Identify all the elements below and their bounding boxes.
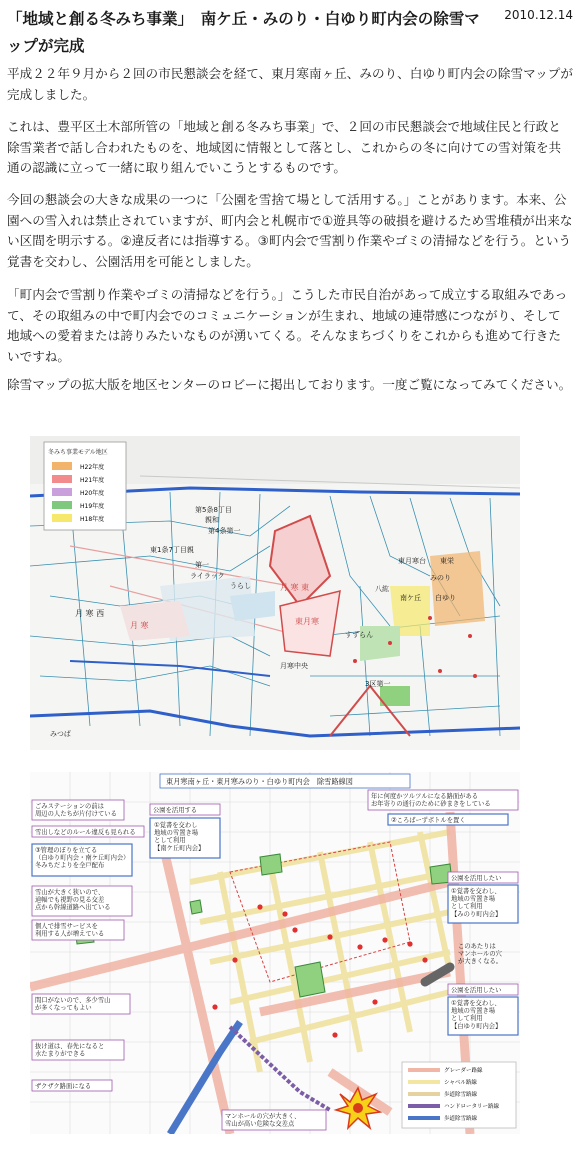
- district-label: 第一: [195, 561, 209, 569]
- district-label: 東栄: [440, 557, 454, 565]
- annotation-line: 地域の雪置き場: [154, 829, 199, 837]
- annotation-line: が大きくなる。: [458, 958, 503, 966]
- legend-label: H19年度: [80, 503, 105, 510]
- annotation-line: 周辺の人たちが片付けている: [35, 810, 117, 818]
- legend-label: H22年度: [80, 464, 105, 471]
- district-label: うらし: [230, 582, 251, 590]
- annotation-line: ①覚書を交わし: [154, 822, 198, 829]
- svg-text:公園を活用する: [153, 805, 197, 814]
- annotation-line: （白ゆり町内会・南ケ丘町内会）: [35, 854, 130, 862]
- legend-label: H20年度: [80, 490, 105, 497]
- note-kouen2: [448, 872, 518, 923]
- district-map-legend: [44, 442, 126, 530]
- district-label: 第4条第一: [208, 527, 241, 535]
- legend-label: 歩道除雪路線: [444, 1116, 478, 1122]
- district-label: みつば: [50, 730, 71, 738]
- district-label: 月寒中央: [280, 662, 308, 670]
- annotation-line: ①覚書を交わし、: [451, 1000, 501, 1007]
- legend-swatch: [52, 514, 72, 522]
- annotation-line: 公園を活用したい: [451, 987, 502, 994]
- annotation-line: 間口がないので、多少雪山: [35, 997, 111, 1004]
- annotation-line: 【みのり町内会】: [451, 910, 502, 918]
- annotation-line: このあたりは: [458, 943, 496, 950]
- note-kyoubai: [368, 790, 518, 810]
- annotation-line: 道幅でも視野の見る交差: [35, 896, 105, 904]
- paragraph-purpose: これは、豊平区土木部所管の「地域と創る冬みち事業」で、２回の市民懇談会で地域住民と行政と除雪業者で話し合われたものを、地域図に情報として落とし、これからの冬に向けての雪対策を共通の認識に立って一緒に取り組んでいこうとするものです。: [7, 119, 562, 175]
- district-label: 白ゆり: [435, 594, 456, 602]
- district-map-image: [30, 436, 520, 750]
- district-label: 第5条8丁目: [195, 506, 232, 514]
- annotation-line: として利用: [451, 903, 483, 911]
- legend-swatch: [52, 462, 72, 470]
- annotation-line: ①覚書を交わし、: [451, 888, 501, 895]
- district-label: 月 寒: [130, 621, 149, 630]
- district-label: 親和: [205, 516, 219, 524]
- annotation-line: 公園を活用する: [153, 807, 198, 814]
- note-yuki: [32, 826, 144, 837]
- annotation-line: お年寄りの通行のために砂まきをしている: [371, 800, 491, 808]
- svg-text:個人で排雪サービスを利用する人が増えている: [35, 921, 104, 938]
- annotation-line: 水たまりができる: [35, 1050, 86, 1058]
- svg-text:①覚書を交わし地域の雪置き場として利用【南ケ丘町内会】: [154, 820, 204, 852]
- svg-text:雪出しなどのルール違反も見られる: [35, 827, 136, 836]
- legend-swatch: [52, 475, 72, 483]
- legend-label: 歩道除雪路線: [444, 1092, 478, 1098]
- note-sunamaki: [388, 814, 508, 825]
- svg-text:ザクザク路面になる: [35, 1081, 91, 1090]
- note-gomi: [32, 800, 124, 820]
- post-header: [7, 6, 573, 60]
- annotation-line: ②ころばーずボトルを置く: [391, 817, 466, 824]
- post-title: 「地域と創る冬みち事業」 南ケ丘・みのり・白ゆり町内会の除雪マップが完成: [7, 10, 480, 55]
- district-label: 東月寒台: [398, 557, 426, 565]
- svg-text:マンホールの穴が大きく、雪山が高い危険な交差点: [225, 1111, 300, 1128]
- annotation-line: 冬みちだよりを全戸配布: [35, 862, 105, 870]
- legend-label: グレーダー路線: [444, 1068, 483, 1074]
- district-label: 月 寒 西: [75, 609, 105, 618]
- annotation-line: 地域の雪置き場: [451, 1007, 496, 1015]
- note-kaidan: [32, 844, 132, 876]
- annotation-line: 雪山が大きく狭いので、: [35, 889, 105, 896]
- post-date: 2010.12.14: [504, 8, 573, 22]
- paragraph-notice: 除雪マップの拡大版を地区センターのロビーに掲出しております。一度ご覧になってみてください。: [7, 377, 572, 392]
- legend-title: 冬みち事業モデル地区: [48, 449, 108, 456]
- route-map-title: 東月寒南ヶ丘・東月寒みのり・白ゆり町内会 除雪路線図: [166, 777, 353, 786]
- annotation-line: 雪山が高い危険な交差点: [225, 1120, 295, 1128]
- paragraph-park: 今回の懇談会の大きな成果の一つに「公園を雪捨て場として活用する。」ことがあります。本来、公園への雪入れは禁止されていますが、町内会と札幌市で①遊具等の破損を避けるため雪堆積が出来ない区間を明示する。②違反者には指導する。③町内会で雪割り作業やゴミの清掃などを行う。という覚書を交わし、公園活用を可能としました。: [7, 192, 573, 269]
- note-zaku: [32, 1080, 112, 1091]
- annotation-line: マンホールの穴が大きく、: [225, 1113, 301, 1120]
- note-haisetsu: [32, 920, 124, 940]
- district-label: 南ケ丘: [400, 594, 421, 602]
- svg-text:雪山が大きく狭いので、道幅でも視野の見る交差点から幹線道路へ: [35, 887, 111, 911]
- note-manhole: [222, 1110, 326, 1130]
- note-yamaoki: [32, 886, 132, 916]
- svg-text:公園を活用したい: [451, 985, 501, 994]
- legend-label: ハンドロータリー路線: [444, 1104, 500, 1110]
- annotation-line: 雪出しなどのルール違反も見られる: [35, 829, 136, 836]
- svg-text:②ころばーずボトルを置く: [391, 815, 466, 824]
- legend-swatch: [52, 488, 72, 496]
- district-label: 八紘: [375, 585, 389, 593]
- legend-label: H18年度: [80, 516, 105, 523]
- district-label: 月 寒 東: [280, 583, 310, 592]
- district-label: ライラック: [190, 572, 225, 580]
- annotation-line: ごみステーションの前は: [35, 803, 104, 810]
- note-kouen1: [150, 804, 220, 858]
- annotation-line: 抜け道は、春先になると: [35, 1043, 105, 1050]
- svg-text:公園を活用したい: [451, 873, 501, 882]
- note-mahoka: [32, 994, 130, 1014]
- svg-text:年に何度かツルツルになる路面があるお年寄りの通行のために砂ま: [371, 791, 491, 808]
- annotation-line: として利用: [451, 1015, 483, 1023]
- paragraph-intro: 平成２２年９月から２回の市民懇談会を経て、東月寒南ヶ丘、みのり、白ゆり町内会の除雪マップが完成しました。: [7, 66, 573, 102]
- district-label: 3区第一: [365, 680, 391, 688]
- district-label: すずらん: [345, 631, 374, 639]
- annotation-line: 個人で排雪サービスを: [35, 923, 98, 930]
- legend-label: H21年度: [80, 477, 105, 484]
- annotation-line: が多くなってもよい: [35, 1004, 92, 1012]
- legend-label: シャベル路線: [444, 1080, 477, 1086]
- annotation-line: ③管理のぼりを立てる: [35, 847, 98, 854]
- district-label: 東1条7丁目親: [150, 546, 194, 554]
- annotation-line: 利用する人が増えている: [35, 930, 105, 938]
- route-map-legend: [402, 1062, 516, 1128]
- svg-text:①覚書を交わし、地域の雪置き場として利用【みのり町内会】: [451, 886, 501, 918]
- annotation-line: 【南ケ丘町内会】: [154, 844, 205, 852]
- annotation-line: 地域の雪置き場: [451, 895, 496, 903]
- paragraph-community: 「町内会で雪割り作業やゴミの清掃などを行う。」こうした市民自治があって成立する取組みであって、その取組みの中で町内会でのコミュニケーションが生まれ、地域の連帯感につながり、そして地域への愛着または誇りみたいなものが湧いてくる。そんなまちづくりをこれからも進めて行きたいですね。: [7, 287, 568, 364]
- legend-swatch: [52, 501, 72, 509]
- annotation-line: マンホールの穴: [458, 950, 502, 958]
- district-label: みのり: [430, 574, 451, 582]
- annotation-line: ザクザク路面になる: [35, 1083, 92, 1090]
- annotation-line: 【白ゆり町内会】: [451, 1022, 502, 1030]
- annotation-line: 公園を活用したい: [451, 875, 502, 882]
- note-nukedouro: [32, 1040, 124, 1060]
- annotation-line: 年に何度かツルツルになる路面がある: [371, 793, 479, 800]
- svg-text:①覚書を交わし、地域の雪置き場として利用【白ゆり町内会】: [451, 998, 501, 1030]
- snow-route-map-image: [30, 772, 520, 1134]
- annotation-line: として利用: [154, 837, 186, 845]
- note-kouen3: [448, 984, 518, 1035]
- district-label: 東月寒: [295, 617, 319, 626]
- annotation-line: 点から幹線道路へ出ている: [35, 904, 111, 912]
